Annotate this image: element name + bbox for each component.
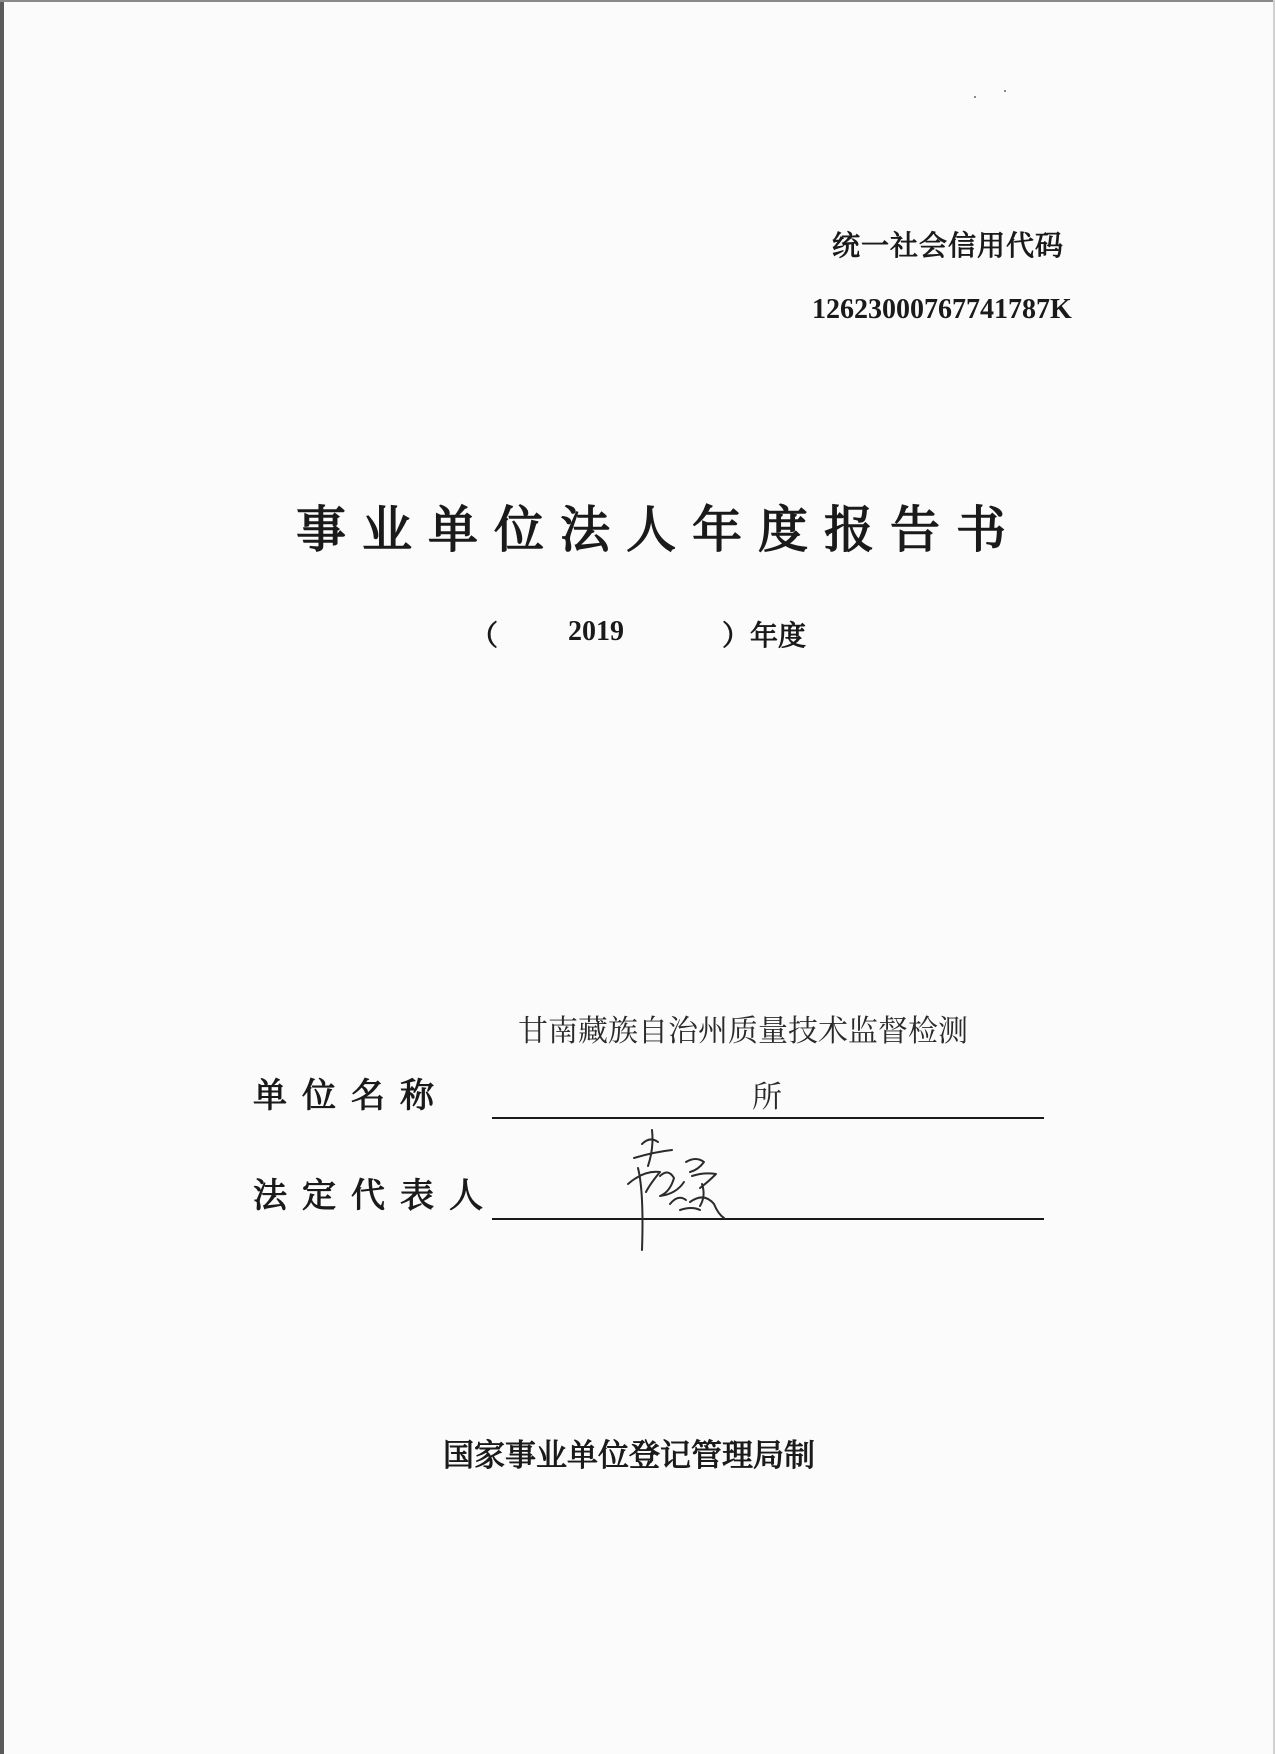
unit-name-underline: [492, 1117, 1044, 1119]
credit-code-value: 12623000767741787K: [812, 294, 1072, 325]
legal-rep-label: 法定代表人: [253, 1176, 498, 1216]
scan-speck: [974, 96, 976, 98]
report-year-value: 2019: [568, 616, 624, 647]
report-year-line: [470, 614, 830, 654]
signature-icon: [620, 1122, 760, 1256]
year-paren-close: ）年度: [722, 619, 807, 652]
scan-speck: [1004, 90, 1006, 92]
year-paren-open: （: [470, 619, 499, 652]
unit-name-value-line1: 甘南藏族自治州质量技术监督检测: [518, 1014, 968, 1049]
document-title: 事业单位法人年度报告书: [296, 501, 1022, 559]
unit-name-label: 单位名称: [253, 1076, 449, 1116]
scan-edge-left: [0, 0, 4, 1754]
scan-edge-top: [0, 0, 1275, 2]
issuer-footer: 国家事业单位登记管理局制: [443, 1438, 815, 1474]
legal-rep-underline: [492, 1218, 1044, 1220]
credit-code-label: 统一社会信用代码: [832, 229, 1065, 262]
unit-name-value-line2: 所: [752, 1080, 782, 1115]
